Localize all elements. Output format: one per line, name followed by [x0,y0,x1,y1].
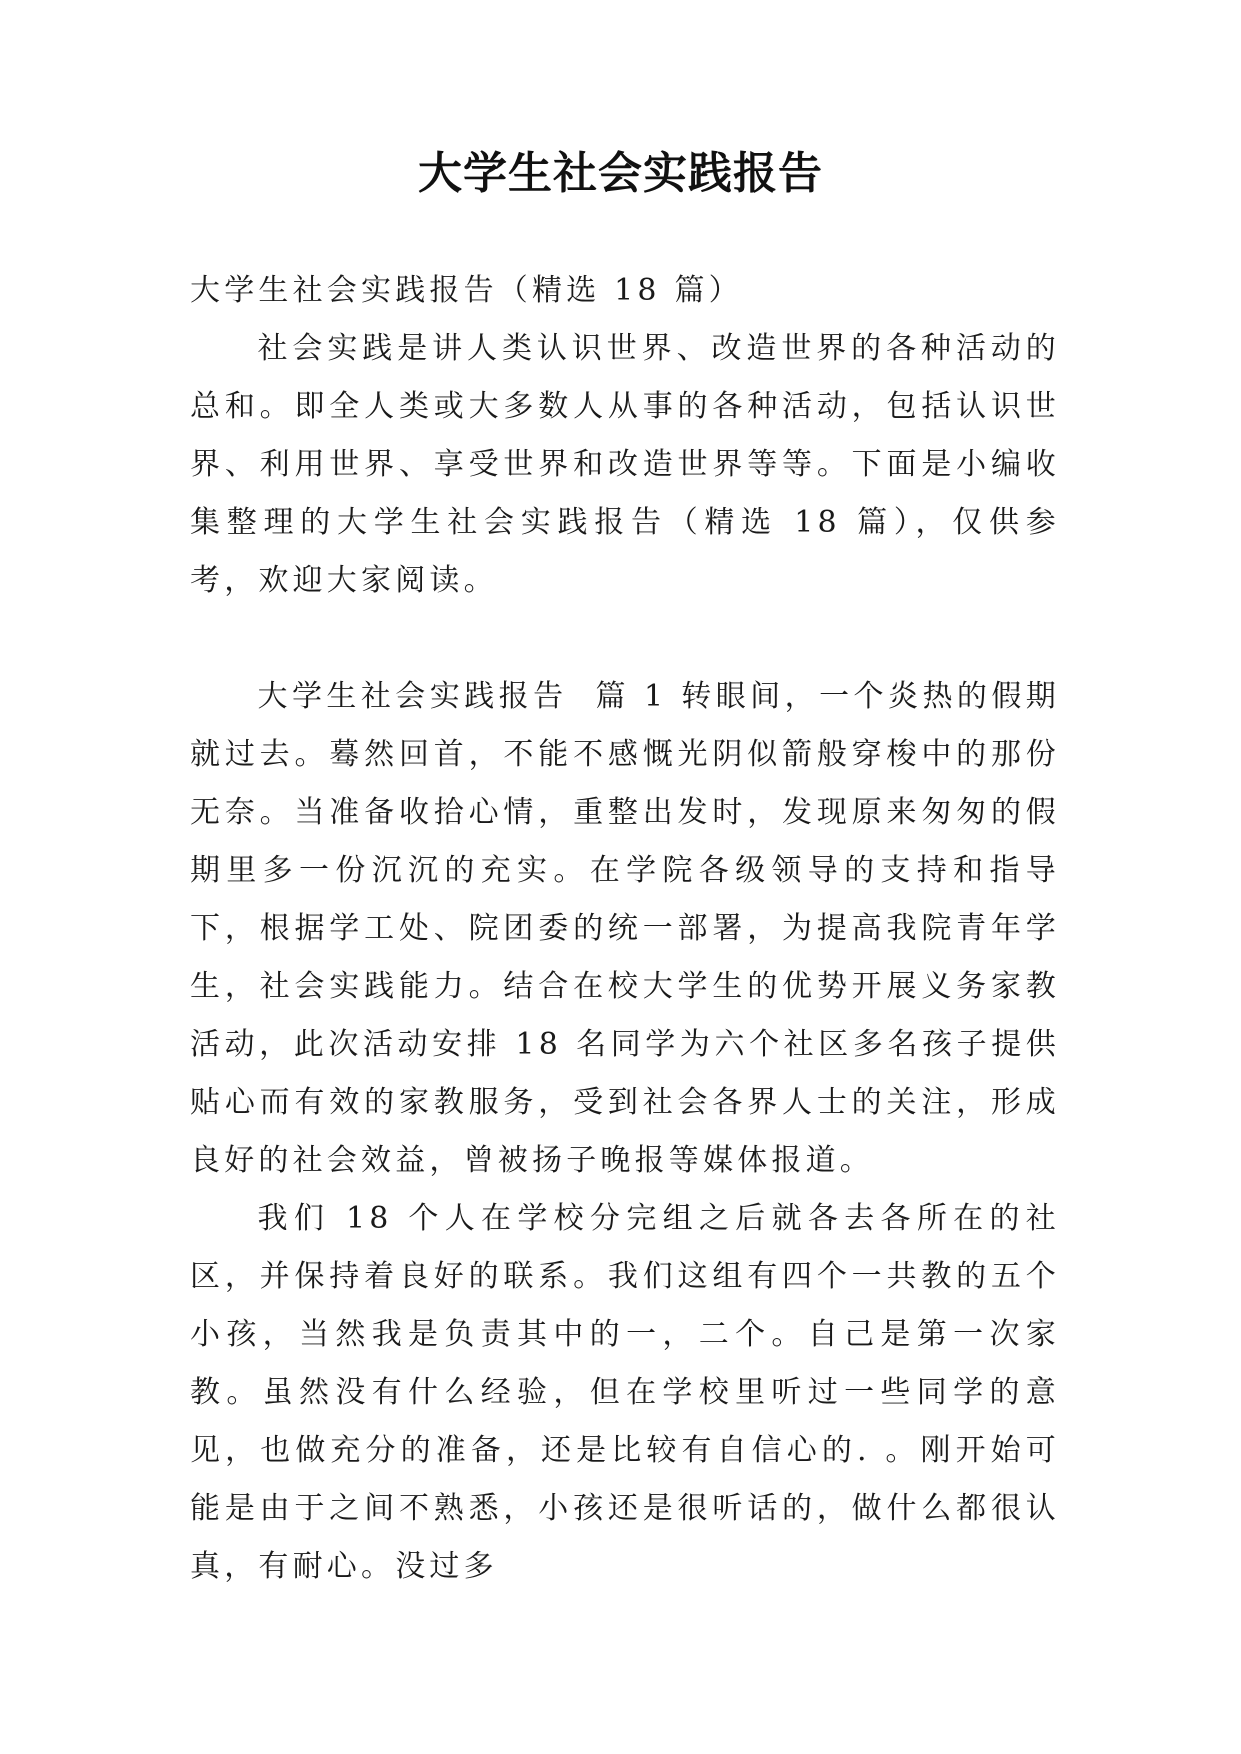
section-1-heading: 大学生社会实践报告 篇 1 [257,679,668,714]
document-body [190,262,1060,1596]
document-subtitle: 大学生社会实践报告（精选 18 篇） [190,273,743,308]
document-title: 大学生社会实践报告 [418,148,823,199]
section-1-text: 转眼间，一个炎热的假期就过去。蓦然回首，不能不感慨光阴似箭般穿梭中的那份无奈。当准备收拾心情，重整出发时，发现原来匆匆的假期里多一份沉沉的充实。在学院各级领导的支持和指导下，根据学工处、院团委的统一部署，为提高我院青年学生，社会实践能力。结合在校大学生的优势开展义务家教活动，此次活动安排 18 名同学为六个社区多名孩子提供贴心而有效的家教服务，受到社会各界人士的关注，形成良好的社会效益，曾被扬子晚报等媒体报道。 [190,679,1061,1178]
section-1-paragraph-1 [190,668,1060,1190]
paragraph-spacer [190,610,1060,668]
section-1-paragraph-2: 我们 18 个人在学校分完组之后就各去各所在的社区，并保持着良好的联系。我们这组有四个一共教的五个小孩，当然我是负责其中的一，二个。自己是第一次家教。虽然没有什么经验，但在学校里听过一些同学的意见，也做充分的准备，还是比较有自信心的. 。刚开始可能是由于之间不熟悉，小孩还是很听话的，做什么都很认真，有耐心。没过多 [190,1201,1060,1584]
section-1-gap [667,679,681,714]
intro-paragraph: 社会实践是讲人类认识世界、改造世界的各种活动的总和。即全人类或大多数人从事的各种活动，包括认识世界、利用世界、享受世界和改造世界等等。下面是小编收集整理的大学生社会实践报告（精选 18 篇），仅供参考，欢迎大家阅读。 [190,331,1060,598]
